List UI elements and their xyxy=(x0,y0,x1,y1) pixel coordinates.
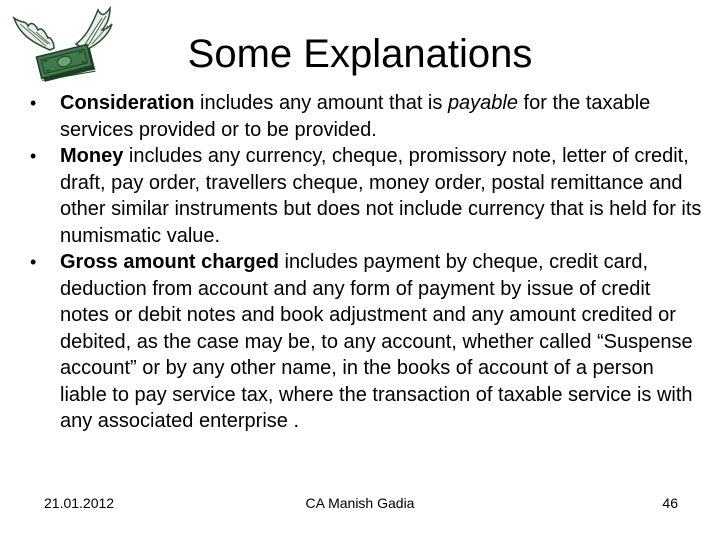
footer-author: CA Manish Gadia xyxy=(305,495,415,511)
bullet-list xyxy=(30,90,702,435)
footer-date: 21.01.2012 xyxy=(44,495,115,511)
right-wing-shape xyxy=(76,8,112,50)
bullet-term: Consideration xyxy=(60,92,195,114)
bullet-term: Money xyxy=(60,145,124,167)
bullet-text: includes any amount that is xyxy=(194,92,448,114)
bullet-emphasis: payable xyxy=(447,92,518,114)
bullet-dot-icon: • xyxy=(30,146,37,166)
bullet-dot-icon: • xyxy=(30,252,37,272)
money-stack-shape xyxy=(36,44,95,84)
flying-money-icon xyxy=(6,4,124,86)
bullet-consideration xyxy=(30,90,702,143)
bullet-text: includes any currency, cheque, promissory note, letter of credit, draft, pay order, travellers cheque, money order, postal remittance and other similar instruments but does not include currency that is held for its numismatic value. xyxy=(60,145,702,247)
left-wing-shape xyxy=(14,18,54,50)
bullet-text: for the taxable services provided or to be provided. xyxy=(60,92,651,141)
bullet-dot-icon: • xyxy=(30,93,37,113)
bullet-money xyxy=(30,143,702,249)
bullet-text: includes payment by cheque, credit card, deduction from account and any form of payment by issue of credit notes or debit notes and book adjustment and any amount credited or debited, as the case may be, to any account, whether called “Suspense account” or by any other name, in the books of account of a person liable to pay service tax, where the transaction of taxable service is with any associated enterprise . xyxy=(60,251,693,432)
bullet-term: Gross amount charged xyxy=(60,251,279,273)
bullet-gross-amount xyxy=(30,249,702,435)
slide-title: Some Explanations xyxy=(187,32,533,76)
page-number: 46 xyxy=(662,495,678,511)
